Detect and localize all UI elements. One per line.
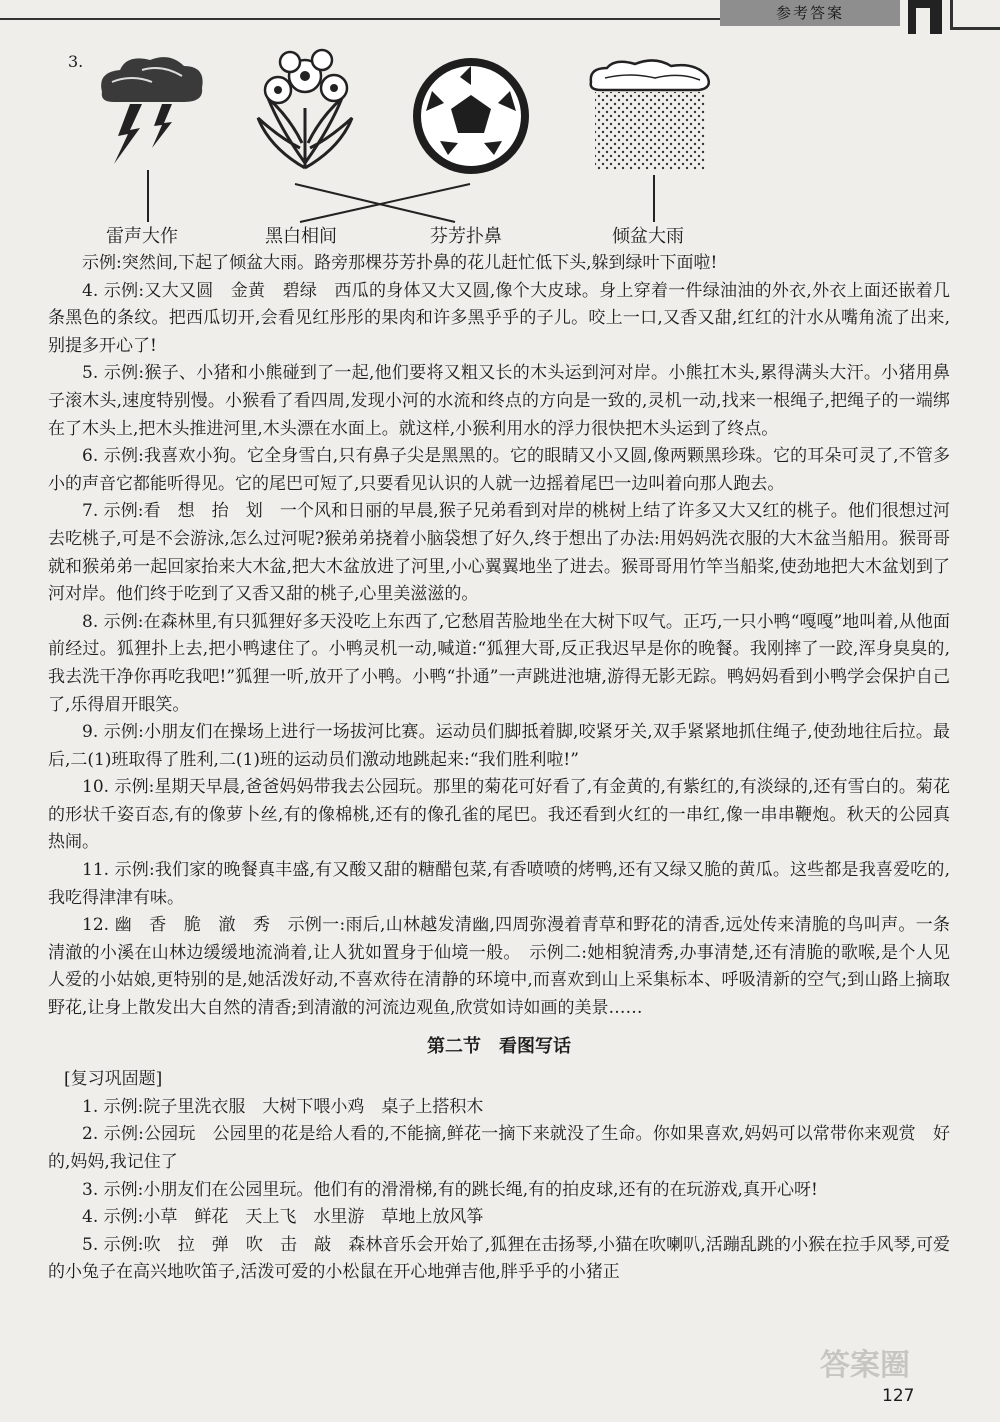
rain-cloud-icon bbox=[585, 58, 715, 173]
caption-thunder: 雷声大作 bbox=[106, 226, 178, 247]
section-item-4: 4. 示例:小草 鲜花 天上飞 水里游 草地上放风筝 bbox=[82, 1207, 484, 1228]
section-title: 第二节 看图写话 bbox=[427, 1035, 571, 1057]
section-item-3: 3. 示例:小朋友们在公园里玩。他们有的滑滑梯,有的跳长绳,有的拍皮球,还有的在玩游戏,真开心呀! bbox=[82, 1179, 818, 1200]
answer-12: 12. 幽 香 脆 澈 秀 示例一:雨后,山林越发清幽,四周弥漫着青草和野花的清香,远处传来清脆的鸟叫声。一条清澈的小溪在山林边缓缓地流淌着,让人犹如置身于仙境一般。 示例二:她相貌清秀,办事清楚,还有清脆的歌喉,是个人见人爱的小姑娘,更特别的是,她活泼好动,不喜欢待在清静的环境中,而喜欢到山上采集标本、呼吸清新的空气;到山路上摘取野花,让身上散发出大自然的清香;到清澈的河流边观鱼,欣赏如诗如画的美景…… bbox=[48, 915, 950, 1019]
corner-mark-icon bbox=[908, 0, 942, 34]
page-number: 127 bbox=[882, 1386, 915, 1406]
answer-3-example: 示例:突然间,下起了倾盆大雨。路旁那棵芬芳扑鼻的花儿赶忙低下头,躲到绿叶下面啦! bbox=[82, 253, 718, 273]
answer-body bbox=[48, 250, 950, 1287]
section-item-2: 2. 示例:公园玩 公园里的花是给人看的,不能摘,鲜花一摘下来就没了生命。你如果喜欢,妈妈可以常带你来观赏 好的,妈妈,我记住了 bbox=[48, 1124, 950, 1172]
answer-4: 4. 示例:又大又圆 金黄 碧绿 西瓜的身体又大又圆,像个大皮球。身上穿着一件绿油油的外衣,外衣上面还嵌着几条黑色的条纹。把西瓜切开,会看见红彤彤的果肉和许多黑乎乎的子儿。咬上一口,又香又甜,红红的汁水从嘴角流了出来,别提多开心了! bbox=[48, 280, 950, 356]
answer-10: 10. 示例:星期天早晨,爸爸妈妈带我去公园玩。那里的菊花可好看了,有金黄的,有紫红的,有淡绿的,还有雪白的。菊花的形状千姿百态,有的像萝卜丝,有的像棉桃,还有的像孔雀的尾巴。我还看到火红的一串红,像一串串鞭炮。秋天的公园真热闹。 bbox=[48, 777, 950, 853]
flower-icon bbox=[250, 48, 360, 173]
question-number: 3. bbox=[68, 52, 84, 71]
answer-8: 8. 示例:在森林里,有只狐狸好多天没吃上东西了,它愁眉苦脸地坐在大树下叹气。正巧,一只小鸭“嘎嘎”地叫着,从他面前经过。狐狸扑上去,把小鸭逮住了。小鸭灵机一动,喊道:“狐狸大哥,反正我迟早是你的晚餐。我刚摔了一跤,浑身臭臭的,我去洗干净你再吃我吧!”狐狸一听,放开了小鸭。小鸭“扑通”一声跳进池塘,游得无影无踪。鸭妈妈看到小鸭学会保护自己了,乐得眉开眼笑。 bbox=[48, 611, 950, 715]
header-rule bbox=[0, 18, 720, 20]
answer-5: 5. 示例:猴子、小猪和小熊碰到了一起,他们要将又粗又长的木头运到河对岸。小熊扛木头,累得满头大汗。小猪用鼻子滚木头,速度特别慢。小猴看了看四周,发现小河的水流和终点的方向是一致的,灵机一动,找来一根绳子,把绳子的一端绑在了木头上,把木头推进河里,木头漂在水面上。就这样,小猴利用水的浮力很快把木头运到了终点。 bbox=[48, 363, 950, 439]
watermark: 答案圈 bbox=[820, 1348, 910, 1383]
caption-black-white: 黑白相间 bbox=[265, 226, 337, 247]
answer-6: 6. 示例:我喜欢小狗。它全身雪白,只有鼻子尖是黑黑的。它的眼睛又小又圆,像两颗黑珍珠。它的耳朵可灵了,不管多小的声音它都能听得见。它的尾巴可短了,只要看见认识的人就一边摇着尾巴一边叫着向那人跑去。 bbox=[48, 446, 950, 494]
thundercloud-icon bbox=[92, 52, 210, 170]
answer-9: 9. 示例:小朋友们在操场上进行一场拔河比赛。运动员们脚抵着脚,咬紧牙关,双手紧紧地抓住绳子,使劲地往后拉。最后,二(1)班取得了胜利,二(1)班的运动员们激动地跳起来:“我们胜利啦!” bbox=[48, 722, 950, 770]
matching-lines bbox=[0, 170, 1000, 230]
answer-11: 11. 示例:我们家的晚餐真丰盛,有又酸又甜的糖醋包菜,有香喷喷的烤鸭,还有又绿又脆的黄瓜。这些都是我喜爱吃的,我吃得津津有味。 bbox=[48, 860, 950, 908]
caption-fragrance: 芬芳扑鼻 bbox=[430, 226, 502, 247]
header-edge bbox=[950, 0, 1000, 30]
soccer-ball-icon bbox=[410, 55, 532, 177]
review-tag: [复习巩固题] bbox=[64, 1069, 163, 1090]
header-tab: 参考答案 bbox=[720, 0, 900, 26]
answer-7: 7. 示例:看 想 抬 划 一个风和日丽的早晨,猴子兄弟看到对岸的桃树上结了许多又大又红的桃子。他们很想过河去吃桃子,可是不会游泳,怎么过河呢?猴弟弟挠着小脑袋想了好久,终于想出了办法:用妈妈洗衣服的大木盆当船用。猴哥哥就和猴弟弟一起回家抬来大木盆,把大木盆放进了河里,小心翼翼地坐了进去。猴哥哥用竹竿当船桨,使劲地把大木盆划到了河对岸。他们终于吃到了又香又甜的桃子,心里美滋滋的。 bbox=[48, 501, 950, 605]
caption-downpour: 倾盆大雨 bbox=[612, 226, 684, 247]
section-item-1: 1. 示例:院子里洗衣服 大树下喂小鸡 桌子上搭积木 bbox=[82, 1096, 484, 1117]
section-item-5: 5. 示例:吹 拉 弹 吹 击 敲 森林音乐会开始了,狐狸在击扬琴,小猫在吹喇叭,活蹦乱跳的小猴在拉手风琴,可爱的小兔子在高兴地吹笛子,活泼可爱的小松鼠在开心地弹吉他,胖乎乎的小猪正 bbox=[48, 1234, 950, 1283]
